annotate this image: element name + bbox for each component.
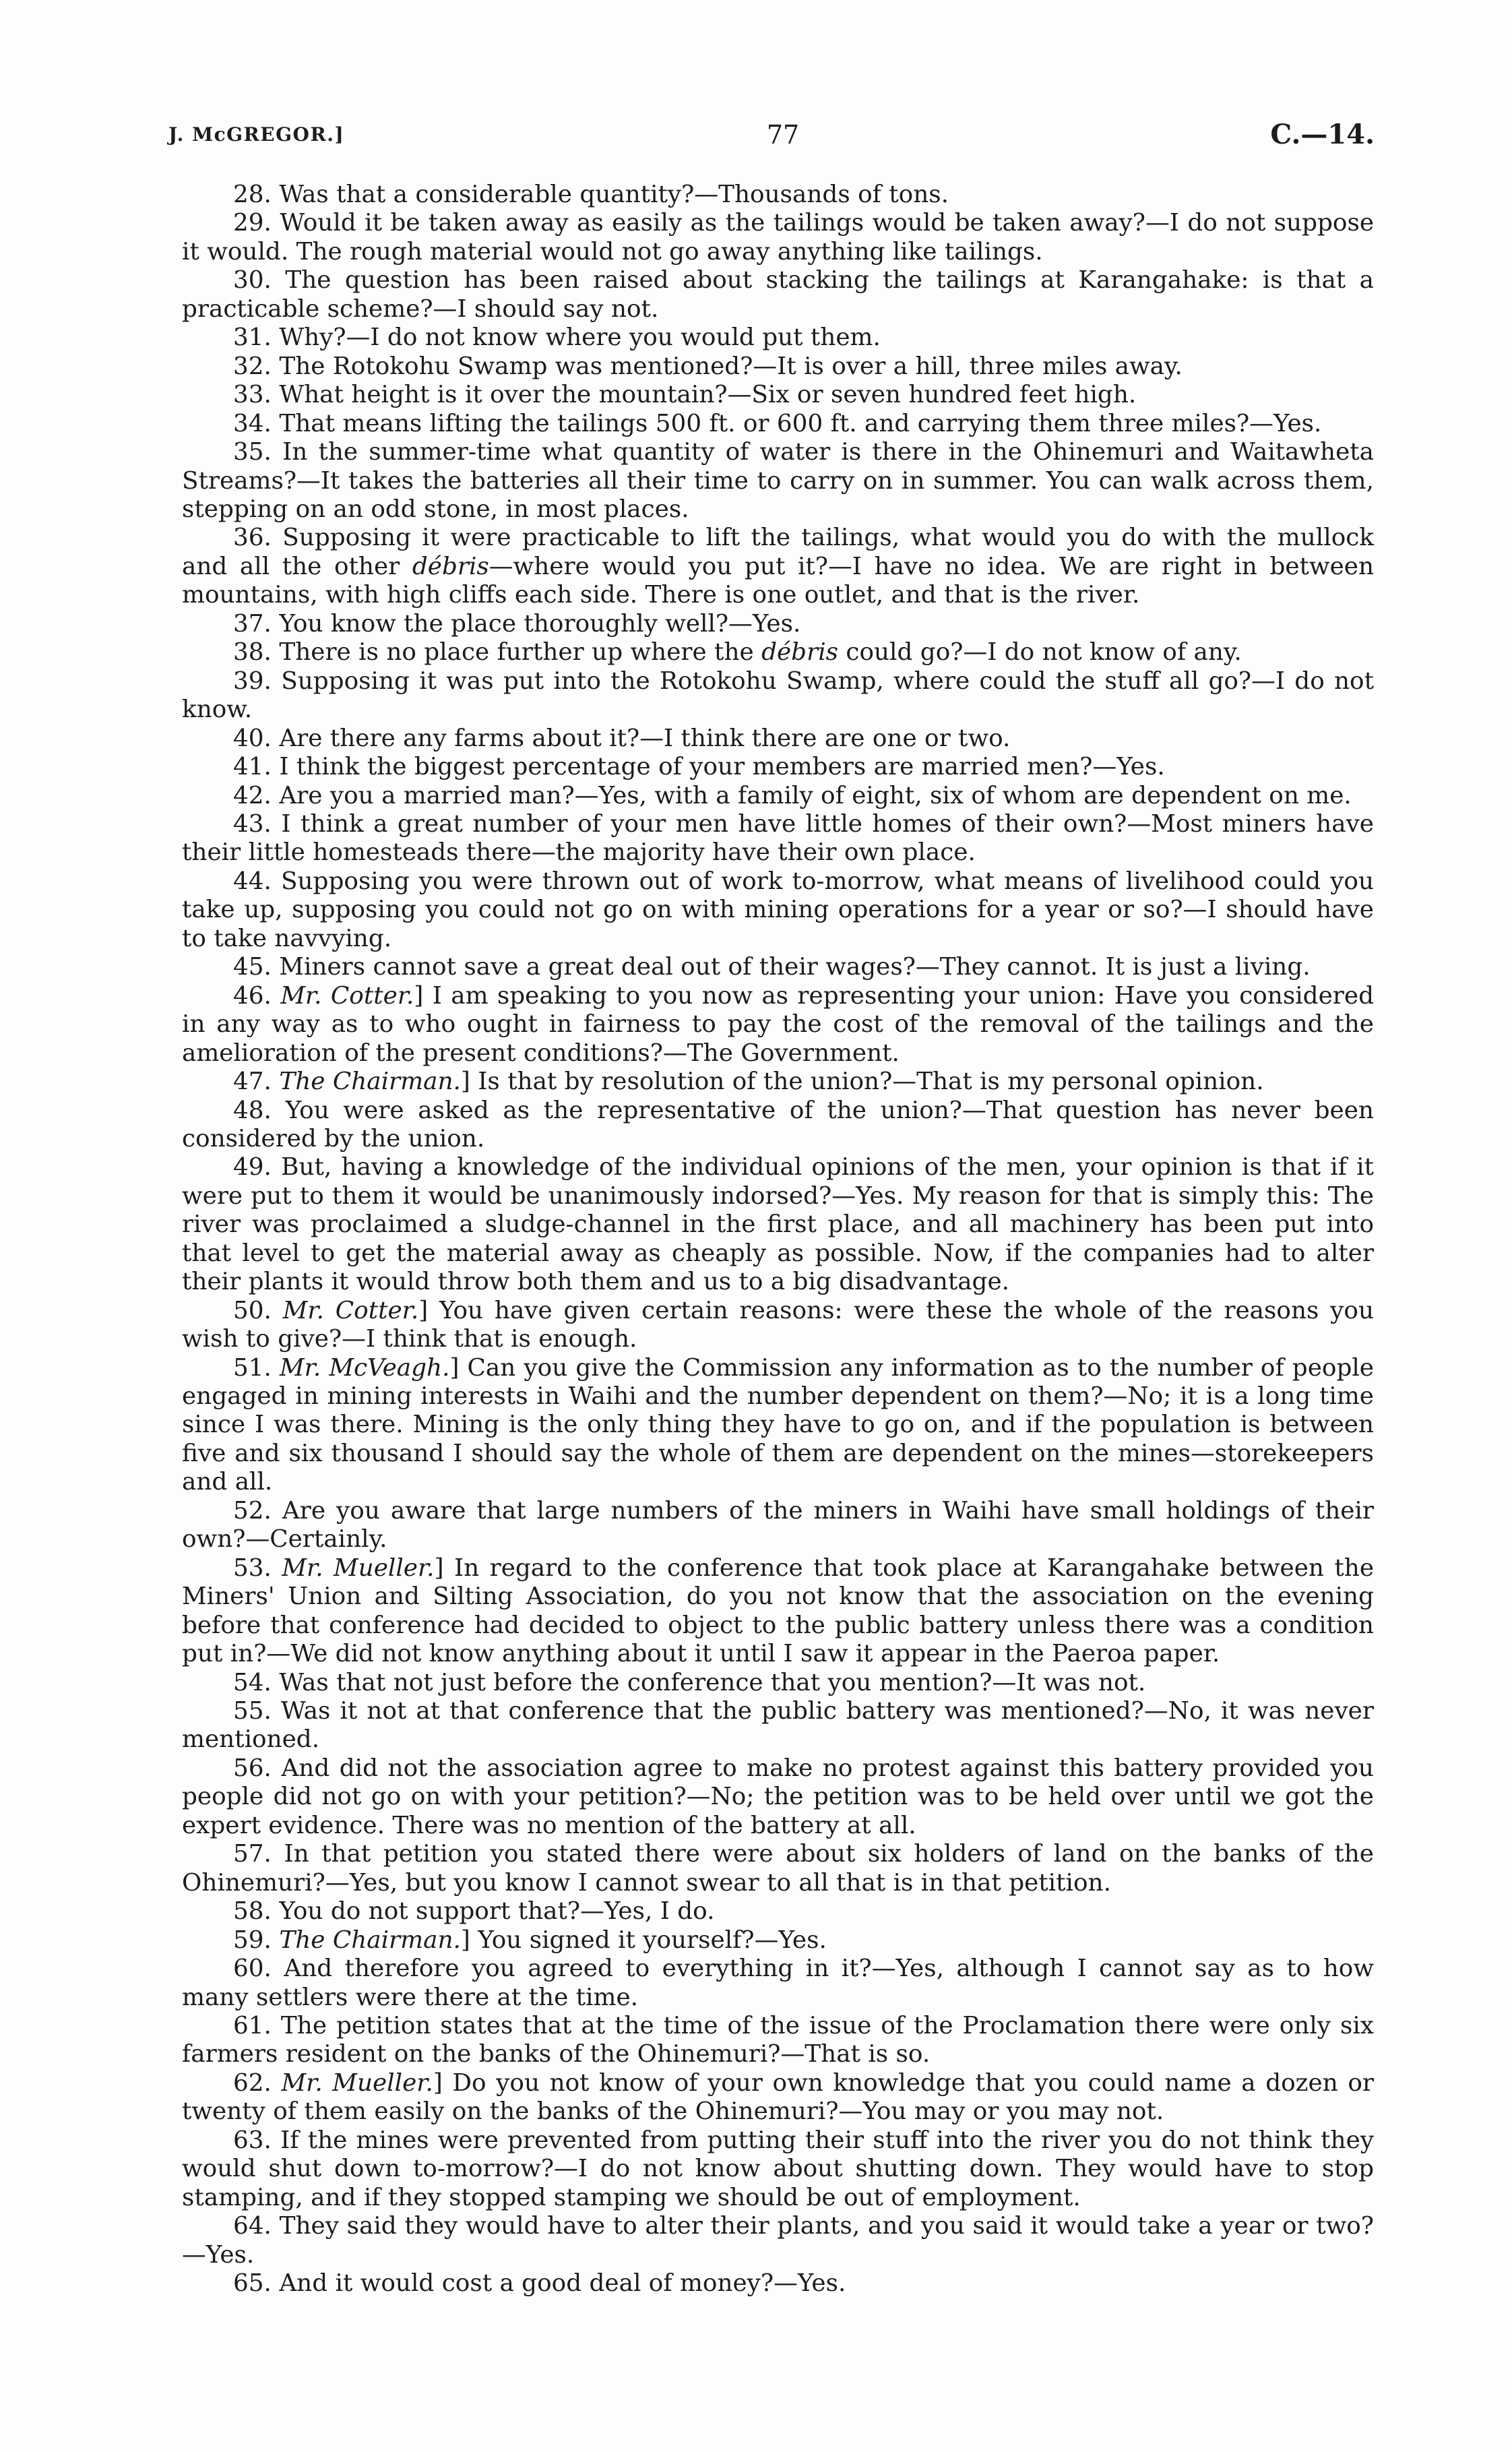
qa-item — [182, 353, 1374, 381]
question-number: 64. — [233, 2212, 272, 2240]
question-number: 59. — [233, 1926, 272, 1954]
qa-item — [182, 2126, 1374, 2212]
qa-item — [182, 1497, 1374, 1554]
question-number: 42. — [233, 781, 272, 809]
question-number: 29. — [233, 209, 272, 237]
running-header — [0, 119, 1512, 151]
qa-item — [182, 266, 1374, 324]
qa-item — [182, 524, 1374, 609]
qa-item — [182, 1897, 1374, 1926]
paragraph-text: The question has been raised about stacking the tailings at Karangahake: is that a practicable scheme?—I should say not. — [182, 266, 1374, 323]
question-number: 39. — [233, 667, 272, 695]
paragraph-text: There is no place further up where the — [279, 638, 762, 667]
evidence-body — [182, 181, 1374, 2298]
qa-item — [182, 1554, 1374, 1669]
qa-item — [182, 1354, 1374, 1497]
question-number: 63. — [233, 2126, 272, 2154]
question-number: 37. — [233, 609, 272, 638]
qa-item — [182, 381, 1374, 409]
qa-item — [182, 410, 1374, 438]
qa-item — [182, 782, 1374, 810]
paragraph-text: Why?—I do not know where you would put them. — [279, 324, 881, 352]
qa-item — [182, 1926, 1374, 1955]
paragraph-text: Miners cannot save a great deal out of their wages?—They cannot. It is just a living. — [279, 953, 1311, 981]
qa-item — [182, 753, 1374, 781]
question-number: 57. — [233, 1840, 272, 1868]
paragraph-text: And therefore you agreed to everything in it?—Yes, although I cannot say as to how many settlers were there at the time. — [182, 1955, 1374, 2011]
italic-text: débris — [412, 552, 489, 580]
paragraph-text: Supposing you were thrown out of work to-morrow, what means of livelihood could you take up, supposing you could not go on with mining operations for a year or so?—I should have to take navvying. — [182, 867, 1374, 952]
question-number: 62. — [233, 2068, 272, 2097]
paragraph-text: Are you a married man?—Yes, with a family of eight, six of whom are dependent on me. — [279, 781, 1352, 809]
paragraph-text: Was that a considerable quantity?—Thousands of tons. — [279, 181, 949, 208]
paragraph-text: Supposing it was put into the Rotokohu Swamp, where could the stuff all go?—I do not know. — [182, 667, 1374, 724]
paragraph-text: That means lifting the tailings 500 ft. or 600 ft. and carrying them three miles?—Yes. — [279, 409, 1322, 437]
italic-text: The Chairman. — [279, 1926, 461, 1954]
question-number: 36. — [233, 524, 272, 552]
qa-item — [182, 1669, 1374, 1697]
paragraph-text: They said they would have to alter their plants, and you said it would take a year or two?—Yes. — [182, 2212, 1374, 2269]
paragraph-text: But, having a knowledge of the individual opinions of the men, your opinion is that if it were put to them it would be unanimously indorsed?—Yes. My reason for that is simply this: The river was proclaimed a sludge-channel in the first place, and all machinery has been put into that level to get the material away as cheaply as possible. Now, if the companies had to alter their plants it would throw both them and us to a big disadvantage. — [182, 1153, 1374, 1296]
page-number: 77 — [766, 120, 800, 150]
question-number: 53. — [233, 1554, 272, 1582]
question-number: 33. — [233, 381, 272, 409]
qa-item — [182, 1297, 1374, 1354]
question-number: 61. — [233, 2012, 272, 2040]
paragraph-text: And it would cost a good deal of money?—Yes. — [279, 2269, 846, 2298]
paragraph-text: I think the biggest percentage of your members are married men?—Yes. — [279, 753, 1165, 781]
qa-item — [182, 610, 1374, 638]
question-number: 32. — [233, 352, 272, 380]
paragraph-text: ] Can you give the Commission any information as to the number of people engaged in mining interests in Waihi and the number dependent on them?—No; it is a long time since I was there. Mining is the only thing they have to go on, and if the population is between five and six thousand I should say the whole of them are dependent on the mines—storekeepers and all. — [182, 1353, 1374, 1496]
italic-text: The Chairman. — [279, 1068, 461, 1096]
qa-item — [182, 1153, 1374, 1296]
qa-item — [182, 1840, 1374, 1897]
italic-text: Mr. McVeagh. — [280, 1353, 450, 1382]
question-number: 41. — [233, 753, 272, 781]
question-number: 43. — [233, 809, 272, 838]
paragraph-text: —where would you put it?—I have no idea. We are right in between mountains, with high cliffs each side. There is one outlet, and that is the river. — [182, 552, 1374, 609]
paragraph-text: ] You signed it yourself?—Yes. — [460, 1926, 827, 1954]
question-number: 58. — [233, 1897, 272, 1926]
question-number: 49. — [233, 1153, 272, 1182]
qa-item — [182, 1697, 1374, 1754]
qa-item — [182, 181, 1374, 209]
question-number: 28. — [233, 181, 272, 208]
question-number: 48. — [233, 1096, 272, 1124]
qa-item — [182, 1097, 1374, 1154]
qa-item — [182, 1955, 1374, 2012]
italic-text: Mr. Cotter. — [280, 981, 414, 1010]
paragraph-text: The petition states that at the time of the issue of the Proclamation there were only six farmers resident on the banks of the Ohinemuri?—That is so. — [182, 2012, 1374, 2068]
question-number: 34. — [233, 409, 272, 437]
question-number: 31. — [233, 324, 272, 352]
paragraph-text: Are you aware that large numbers of the miners in Waihi have small holdings of their own?—Certainly. — [182, 1496, 1374, 1554]
qa-item — [182, 2012, 1374, 2069]
qa-item — [182, 982, 1374, 1068]
paragraph-text: You do not support that?—Yes, I do. — [279, 1897, 715, 1926]
paragraph-text: What height is it over the mountain?—Six or seven hundred feet high. — [279, 381, 1137, 409]
question-number: 40. — [233, 724, 272, 752]
qa-item — [182, 2212, 1374, 2269]
paragraph-text: You know the place thoroughly well?—Yes. — [279, 609, 801, 638]
question-number: 52. — [233, 1496, 272, 1525]
question-number: 51. — [233, 1353, 272, 1382]
italic-text: Mr. Mueller. — [282, 1554, 435, 1582]
paragraph-text: If the mines were prevented from putting their stuff into the river you do not think they would shut down to-morrow?—I do not know about shutting down. They would have to stop stamping, and if they stopped stamping we should be out of employment. — [182, 2126, 1374, 2211]
paragraph-text: Was it not at that conference that the public battery was mentioned?—No, it was never mentioned. — [182, 1697, 1374, 1754]
qa-item — [182, 810, 1374, 867]
question-number: 50. — [233, 1296, 272, 1324]
paragraph-text: could go?—I do not know of any. — [838, 638, 1242, 667]
question-number: 56. — [233, 1754, 272, 1782]
paragraph-text: You were asked as the representative of the union?—That question has never been considered by the union. — [182, 1096, 1374, 1153]
qa-item — [182, 209, 1374, 266]
paragraph-text: ] Is that by resolution of the union?—That is my personal opinion. — [460, 1068, 1264, 1096]
paragraph-text: ] I am speaking to you now as representing your union: Have you considered in any way as to who ought in fairness to pay the cost of the removal of the tailings and the amelioration of the present conditions?—The Government. — [182, 981, 1374, 1067]
qa-item — [182, 2269, 1374, 2298]
paragraph-text: Would it be taken away as easily as the tailings would be taken away?—I do not suppose it would. The rough material would not go away anything like tailings. — [182, 209, 1374, 266]
question-number: 30. — [233, 266, 272, 295]
qa-item — [182, 438, 1374, 524]
qa-item — [182, 867, 1374, 953]
paragraph-text: ] In regard to the conference that took place at Karangahake between the Miners' Union and Silting Association, do you not know that the association on the evening before that conference had decided to object to the public battery unless there was a condition put in?—We did not know anything about it until I saw it appear in the Paeroa paper. — [182, 1554, 1375, 1668]
question-number: 45. — [233, 953, 272, 981]
paragraph-text: The Rotokohu Swamp was mentioned?—It is over a hill, three miles away. — [279, 352, 1183, 380]
italic-text: Mr. Cotter. — [282, 1296, 419, 1324]
question-number: 35. — [233, 438, 272, 466]
paragraph-text: And did not the association agree to make no protest against this battery provided you people did not go on with your petition?—No; the petition was to be held over until we got the expert evidence. There was no mention of the battery at all. — [182, 1754, 1374, 1839]
qa-item — [182, 953, 1374, 981]
italic-text: débris — [761, 638, 839, 667]
paragraph-text: Are there any farms about it?—I think there are one or two. — [279, 724, 1011, 752]
question-number: 38. — [233, 638, 272, 667]
question-number: 60. — [233, 1955, 272, 1983]
question-number: 65. — [233, 2269, 272, 2298]
qa-item — [182, 1754, 1374, 1840]
question-number: 44. — [233, 867, 272, 895]
qa-item — [182, 725, 1374, 753]
paragraph-text: Was that not just before the conference that you mention?—It was not. — [279, 1668, 1146, 1696]
paragraph-text: ] Do you not know of your own knowledge that you could name a dozen or twenty of them easily on the banks of the Ohinemuri?—You may or you may not. — [182, 2068, 1374, 2126]
qa-item — [182, 1068, 1374, 1096]
qa-item — [182, 324, 1374, 352]
qa-item — [182, 667, 1374, 725]
paragraph-text: Supposing it were practicable to lift the tailings, what would you do with the mullock and all the other — [182, 524, 1374, 580]
paragraph-text: In the summer-time what quantity of water is there in the Ohinemuri and Waitawheta Streams?—It takes the batteries all their time to carry on in summer. You can walk across them, stepping on an odd stone, in most places. — [182, 438, 1374, 523]
witness-name: J. McGREGOR.] — [168, 123, 345, 146]
question-number: 46. — [233, 981, 272, 1010]
italic-text: Mr. Mueller. — [281, 2068, 433, 2097]
paper-reference: C.—14. — [1270, 119, 1375, 150]
qa-item — [182, 2069, 1374, 2126]
paragraph-text: I think a great number of your men have little homes of their own?—Most miners have their little homesteads there—the majority have their own place. — [182, 809, 1374, 867]
paragraph-text: ] You have given certain reasons: were these the whole of the reasons you wish to give?—I think that is enough. — [182, 1296, 1375, 1353]
question-number: 47. — [233, 1068, 272, 1096]
paragraph-text: In that petition you stated there were about six holders of land on the banks of the Ohinemuri?—Yes, but you know I cannot swear to all that is in that petition. — [182, 1840, 1374, 1897]
qa-item — [182, 638, 1374, 667]
question-number: 54. — [233, 1668, 272, 1696]
question-number: 55. — [233, 1697, 272, 1725]
